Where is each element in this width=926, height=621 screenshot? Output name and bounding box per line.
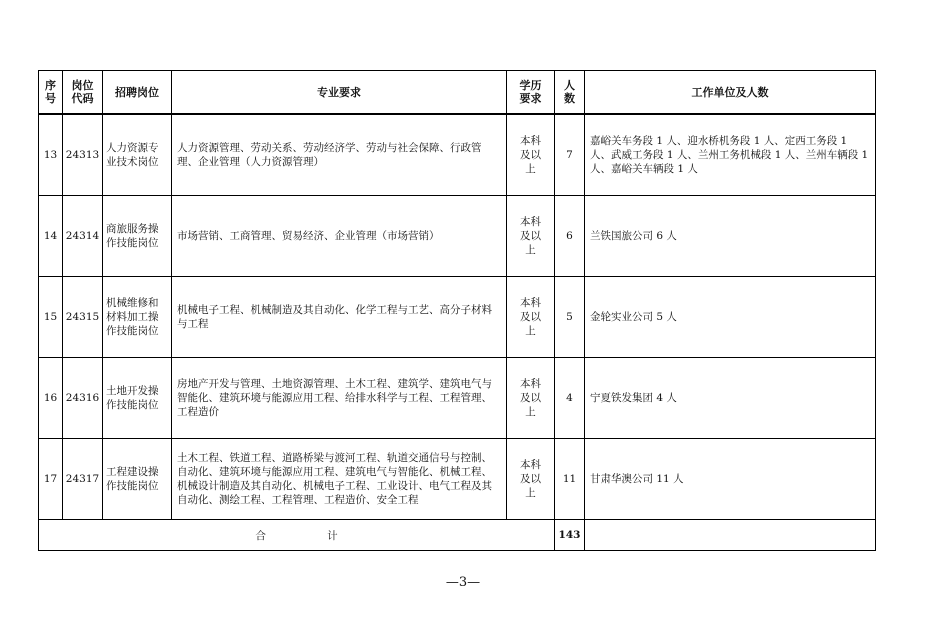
row-major: 机械电子工程、机械制造及其自动化、化学工程与工艺、高分子材料与工程 [172,277,507,358]
table-row [39,114,876,196]
total-label: 合 计 [39,520,555,551]
row-edu: 本科及以上 [507,358,555,439]
row-edu: 本科及以上 [507,114,555,196]
header-position: 招聘岗位 [103,71,172,115]
row-code: 24313 [63,114,103,196]
total-count: 143 [555,520,585,551]
row-major: 房地产开发与管理、土地资源管理、土木工程、建筑学、建筑电气与智能化、建筑环境与能源应用工程、给排水科学与工程、工程管理、工程造价 [172,358,507,439]
row-position: 土地开发操作技能岗位 [103,358,172,439]
row-code: 24316 [63,358,103,439]
row-units: 甘肃华澳公司 11 人 [585,439,876,520]
row-code: 24317 [63,439,103,520]
row-position: 机械维修和材料加工操作技能岗位 [103,277,172,358]
header-major: 专业要求 [172,71,507,115]
row-code: 24315 [63,277,103,358]
row-position: 人力资源专业技术岗位 [103,114,172,196]
row-units: 金轮实业公司 5 人 [585,277,876,358]
row-count: 4 [555,358,585,439]
row-position: 工程建设操作技能岗位 [103,439,172,520]
row-edu: 本科及以上 [507,196,555,277]
header-edu: 学历要求 [507,71,555,115]
header-units: 工作单位及人数 [585,71,876,115]
row-major: 土木工程、铁道工程、道路桥梁与渡河工程、轨道交通信号与控制、自动化、建筑环境与能源应用工程、建筑电气与智能化、机械工程、机械设计制造及其自动化、机械电子工程、工业设计、电气工程及其自动化、测绘工程、工程管理、工程造价、安全工程 [172,439,507,520]
total-row [39,520,876,551]
row-seq: 16 [39,358,63,439]
recruitment-table [38,70,876,551]
row-code: 24314 [63,196,103,277]
row-units: 宁夏铁发集团 4 人 [585,358,876,439]
table-row [39,439,876,520]
row-units: 兰铁国旅公司 6 人 [585,196,876,277]
row-edu: 本科及以上 [507,439,555,520]
row-seq: 13 [39,114,63,196]
page-number: —3— [445,575,481,590]
row-count: 11 [555,439,585,520]
row-count: 5 [555,277,585,358]
row-seq: 14 [39,196,63,277]
header-seq: 序号 [39,71,63,115]
header-count: 人数 [555,71,585,115]
row-major: 人力资源管理、劳动关系、劳动经济学、劳动与社会保障、行政管理、企业管理（人力资源管理） [172,114,507,196]
row-major: 市场营销、工商管理、贸易经济、企业管理（市场营销） [172,196,507,277]
row-seq: 15 [39,277,63,358]
row-edu: 本科及以上 [507,277,555,358]
table-row [39,277,876,358]
total-units-empty [585,520,876,551]
table-row [39,358,876,439]
row-units: 嘉峪关车务段 1 人、迎水桥机务段 1 人、定西工务段 1 人、武威工务段 1 人、兰州工务机械段 1 人、兰州车辆段 1 人、嘉峪关车辆段 1 人 [585,114,876,196]
table-row [39,196,876,277]
row-position: 商旅服务操作技能岗位 [103,196,172,277]
row-seq: 17 [39,439,63,520]
row-count: 7 [555,114,585,196]
header-code: 岗位代码 [63,71,103,115]
table-header-row [39,71,876,115]
row-count: 6 [555,196,585,277]
